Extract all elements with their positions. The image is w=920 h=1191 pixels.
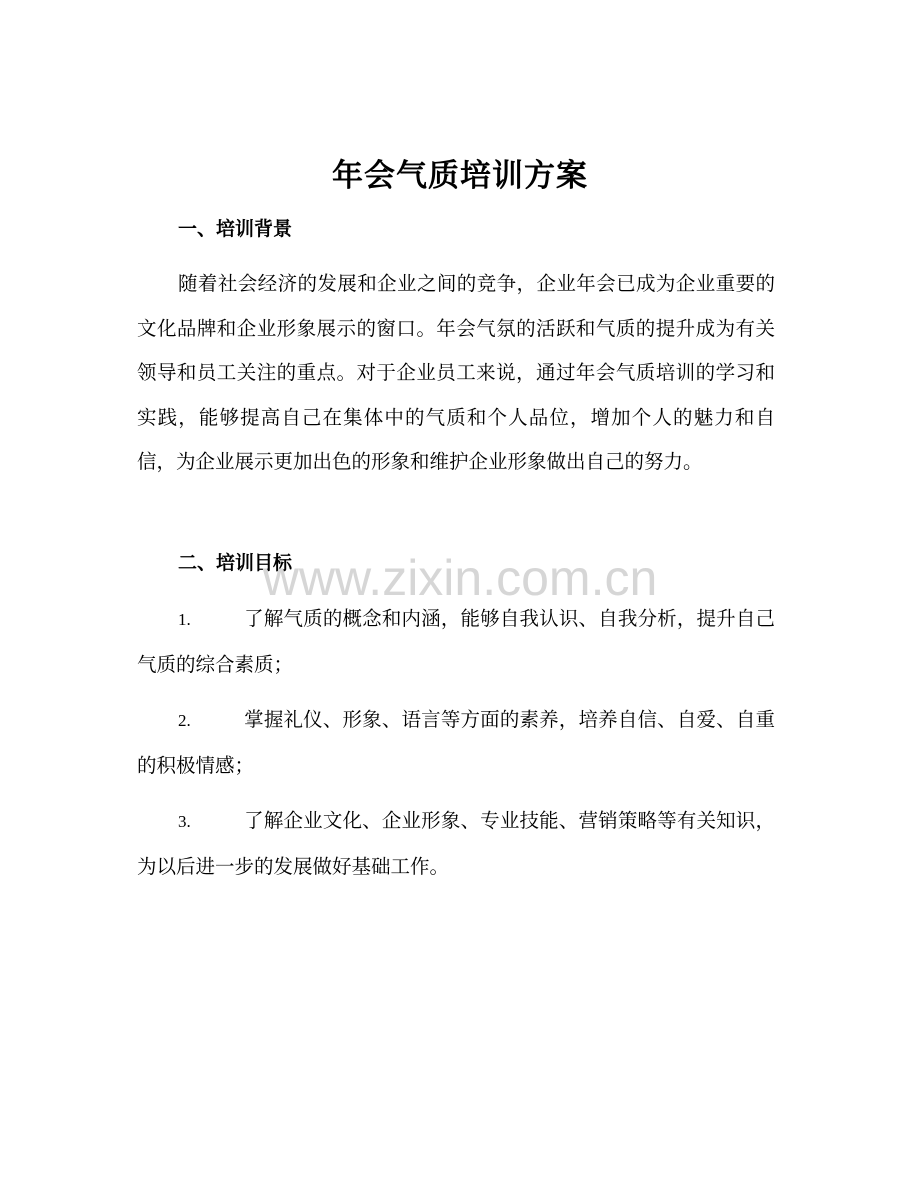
- background-paragraph: 随着社会经济的发展和企业之间的竞争，企业年会已成为企业重要的文化品牌和企业形象展示的窗口。年会气氛的活跃和气质的提升成为有关领导和员工关注的重点。对于企业员工来说，通过年会气质培训的学习和实践，能够提高自己在集体中的气质和个人品位，增加个人的魅力和自信，为企业展示更加出色的形象和维护企业形象做出自己的努力。: [137, 272, 775, 473]
- goal-item-text: 掌握礼仪、形象、语言等方面的素养，培养自信、自爱、自重的积极情感；: [137, 708, 775, 777]
- goal-item-3: [137, 799, 775, 889]
- watermark: www.zixin.com.cn: [262, 550, 658, 606]
- goal-item-1: [137, 597, 775, 687]
- goal-item-number: 2.: [178, 711, 191, 730]
- goal-item-text: 了解企业文化、企业形象、专业技能、营销策略等有关知识，为以后进一步的发展做好基础工作。: [137, 809, 775, 878]
- document-title: 年会气质培训方案: [332, 158, 588, 194]
- goal-item-number: 3.: [178, 812, 191, 831]
- section-heading-background: 一、培训背景: [178, 218, 293, 240]
- goal-item-number: 1.: [178, 610, 191, 629]
- goal-item-text: 了解气质的概念和内涵，能够自我认识、自我分析，提升自己气质的综合素质；: [137, 607, 775, 676]
- goal-item-2: [137, 698, 775, 788]
- section-heading-goals: 二、培训目标: [178, 552, 293, 574]
